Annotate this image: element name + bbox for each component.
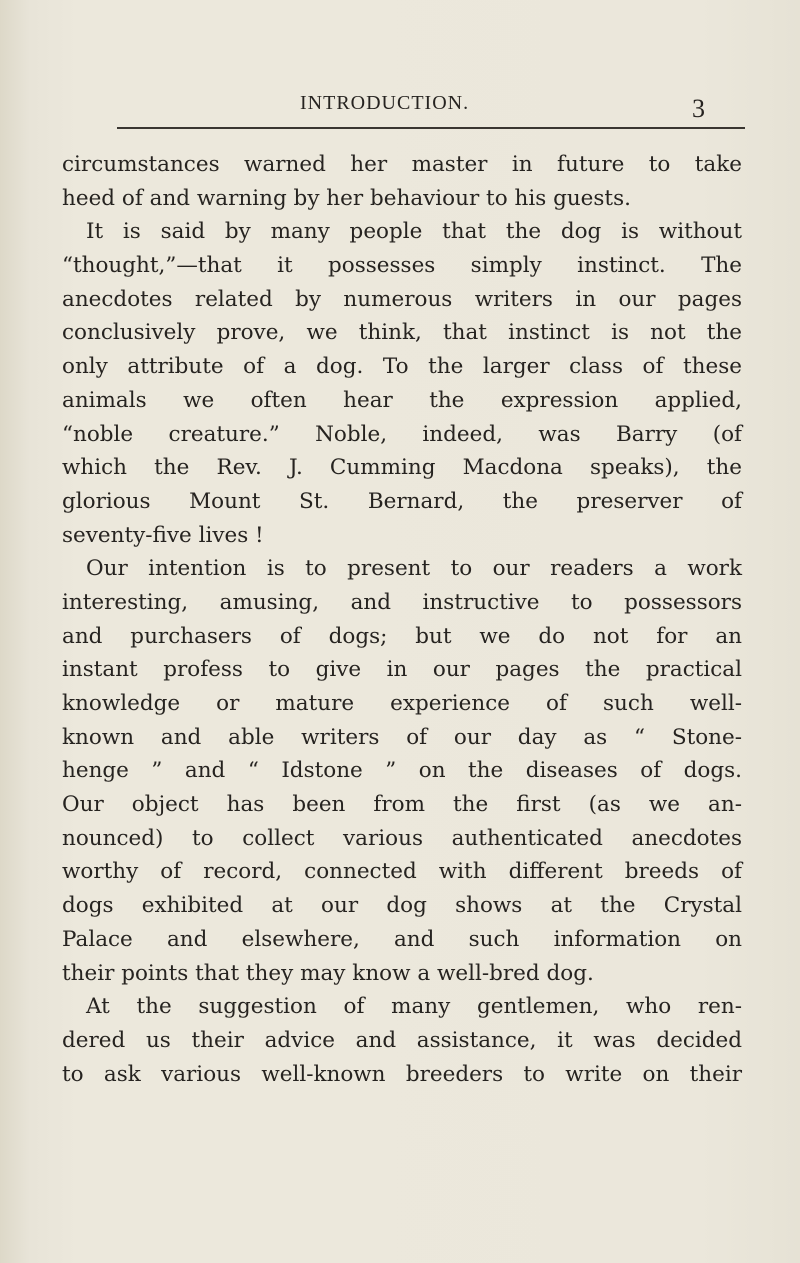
text-line: dogs exhibited at our dog shows at the Crystal bbox=[62, 893, 742, 919]
text-line: and purchasers of dogs; but we do not for an bbox=[62, 623, 742, 649]
text-line: glorious Mount St. Bernard, the preserver of bbox=[62, 488, 742, 514]
text-line: instant profess to give in our pages the practical bbox=[62, 657, 742, 683]
text-line: dered us their advice and assistance, it was decided bbox=[62, 1027, 742, 1053]
text-line: At the suggestion of many gentlemen, who ren- bbox=[86, 994, 742, 1020]
text-line: Our intention is to present to our readers a work bbox=[86, 556, 742, 582]
text-line: nounced) to collect various authenticated anecdotes bbox=[62, 825, 742, 851]
text-line: interesting, amusing, and instructive to possessors bbox=[62, 589, 742, 615]
text-line: Palace and elsewhere, and such information on bbox=[62, 926, 742, 952]
text-line: Our object has been from the first (as we an- bbox=[62, 792, 742, 818]
page-number: 3 bbox=[692, 94, 706, 123]
text-line: only attribute of a dog. To the larger class of these bbox=[62, 354, 742, 380]
chapter-title: INTRODUCTION. bbox=[300, 92, 470, 114]
text-line: anecdotes related by numerous writers in our pages bbox=[62, 286, 742, 312]
text-line: conclusively prove, we think, that instinct is not the bbox=[62, 320, 742, 346]
text-line: circumstances warned her master in future to take bbox=[62, 152, 742, 177]
text-line: “noble creature.” Noble, indeed, was Barry (of bbox=[62, 421, 742, 447]
text-line: which the Rev. J. Cumming Macdona speaks), the bbox=[62, 455, 742, 481]
body-text bbox=[62, 148, 742, 1091]
text-line: known and able writers of our day as “ Stone- bbox=[62, 724, 742, 750]
header-rule bbox=[117, 127, 745, 129]
text-line: worthy of record, connected with different breeds of bbox=[62, 859, 742, 885]
text-line: seventy-five lives ! bbox=[62, 522, 264, 548]
text-line: It is said by many people that the dog is without bbox=[86, 219, 742, 245]
text-line: knowledge or mature experience of such well- bbox=[62, 691, 742, 716]
text-line: heed of and warning by her behaviour to his guests. bbox=[62, 185, 631, 211]
text-line: to ask various well-known breeders to write on their bbox=[62, 1061, 742, 1087]
text-line: animals we often hear the expression applied, bbox=[62, 387, 742, 413]
text-line: “thought,”—that it possesses simply instinct. The bbox=[62, 253, 742, 279]
text-line: henge ” and “ Idstone ” on the diseases of dogs. bbox=[62, 758, 742, 784]
text-line: their points that they may know a well-bred dog. bbox=[62, 960, 594, 986]
